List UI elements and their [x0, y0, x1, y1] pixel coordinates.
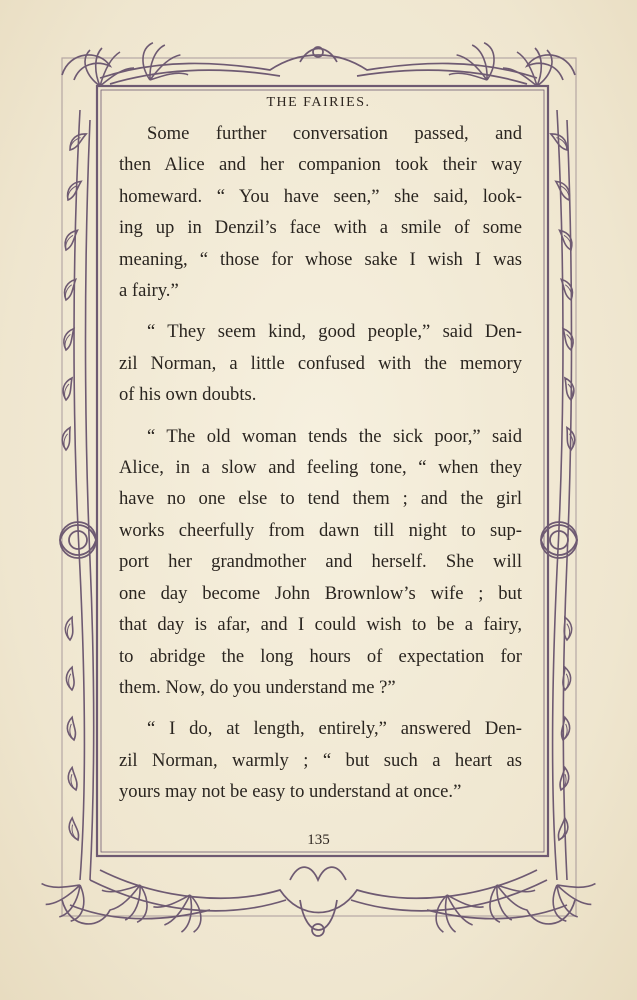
text-line: Some further conversation passed, and	[147, 123, 522, 144]
text-line: to abridge the long hours of expectation for	[119, 645, 522, 667]
text-line: port her grandmother and herself. She will	[119, 551, 522, 573]
running-head: THE FAIRIES.	[266, 95, 371, 110]
text-line: “ I do, at length, entirely,” answered Den-	[147, 718, 522, 740]
text-line: ing up in Denzil’s face with a smile of some	[119, 217, 522, 239]
text-line: yours may not be easy to understand at once.”	[119, 781, 462, 803]
text-line: meaning, “ those for whose sake I wish I was	[119, 248, 522, 270]
paragraph	[119, 421, 522, 704]
paragraph	[119, 713, 522, 807]
text-line: have no one else to tend them ; and the girl	[119, 488, 522, 510]
text-line: a fairy.”	[119, 280, 179, 302]
text-line: homeward. “ You have seen,” she said, look-	[119, 185, 522, 207]
paragraph	[119, 118, 522, 306]
text-line: that day is afar, and I could wish to be a fairy,	[119, 614, 522, 636]
page-number: 135	[307, 832, 330, 848]
text-line: zil Norman, a little confused with the memory	[119, 352, 522, 374]
text-line: them. Now, do you understand me ?”	[119, 676, 396, 698]
text-line: “ The old woman tends the sick poor,” said	[147, 425, 522, 447]
text-line: of his own doubts.	[119, 384, 257, 406]
text-line: “ They seem kind, good people,” said Den-	[147, 321, 522, 343]
text-line: works cheerfully from dawn till night to sup-	[119, 519, 522, 541]
text-line: one day become John Brownlow’s wife ; but	[119, 582, 522, 604]
text-line: then Alice and her companion took their way	[119, 154, 522, 176]
paragraph	[119, 316, 522, 410]
text-line: zil Norman, warmly ; “ but such a heart as	[119, 749, 522, 771]
body-text	[119, 118, 522, 808]
text-line: Alice, in a slow and feeling tone, “ when they	[119, 457, 522, 479]
